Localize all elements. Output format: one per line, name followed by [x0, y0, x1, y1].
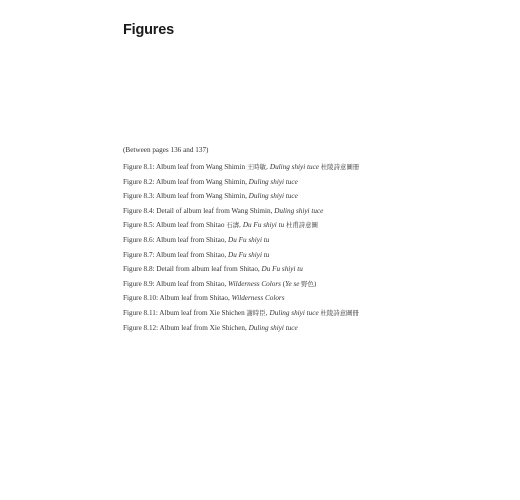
list-item: Figure 8.11: Album leaf from Xie Shichen 謝時臣, Duling shiyi tuce 杜陵詩意圖冊 [123, 308, 359, 317]
list-item: Figure 8.1: Album leaf from Wang Shimin 王時敏, Duling shiyi tuce 杜陵詩意圖冊 [123, 163, 360, 171]
list-item: Figure 8.9: Album leaf from Shitao, Wilderness Colors (Ye se 野色) [123, 279, 317, 288]
page-range-note: (Between pages 136 and 137) [123, 146, 209, 154]
list-item: Figure 8.10: Album leaf from Shitao, Wilderness Colors [123, 294, 285, 303]
list-item: Figure 8.5: Album leaf from Shitao 石濤, Du Fu shiyi tu 杜甫詩意圖 [123, 221, 318, 230]
figure-list [123, 160, 359, 335]
list-item: Figure 8.6: Album leaf from Shitao, Du Fu shiyi tu [123, 235, 270, 244]
list-item: Figure 8.8: Detail from album leaf from Shitao, Du Fu shiyi tu [123, 265, 303, 274]
page-title: Figures [123, 22, 174, 38]
list-item: Figure 8.4: Detail of album leaf from Wang Shimin, Duling shiyi tuce [123, 206, 324, 215]
list-item: Figure 8.2: Album leaf from Wang Shimin, Duling shiyi tuce [123, 177, 298, 186]
list-item: Figure 8.7: Album leaf from Shitao, Du Fu shiyi tu [123, 250, 270, 259]
list-item: Figure 8.12: Album leaf from Xie Shichen, Duling shiyi tuce [123, 323, 298, 332]
list-item: Figure 8.3: Album leaf from Wang Shimin, Duling shiyi tuce [123, 192, 298, 201]
